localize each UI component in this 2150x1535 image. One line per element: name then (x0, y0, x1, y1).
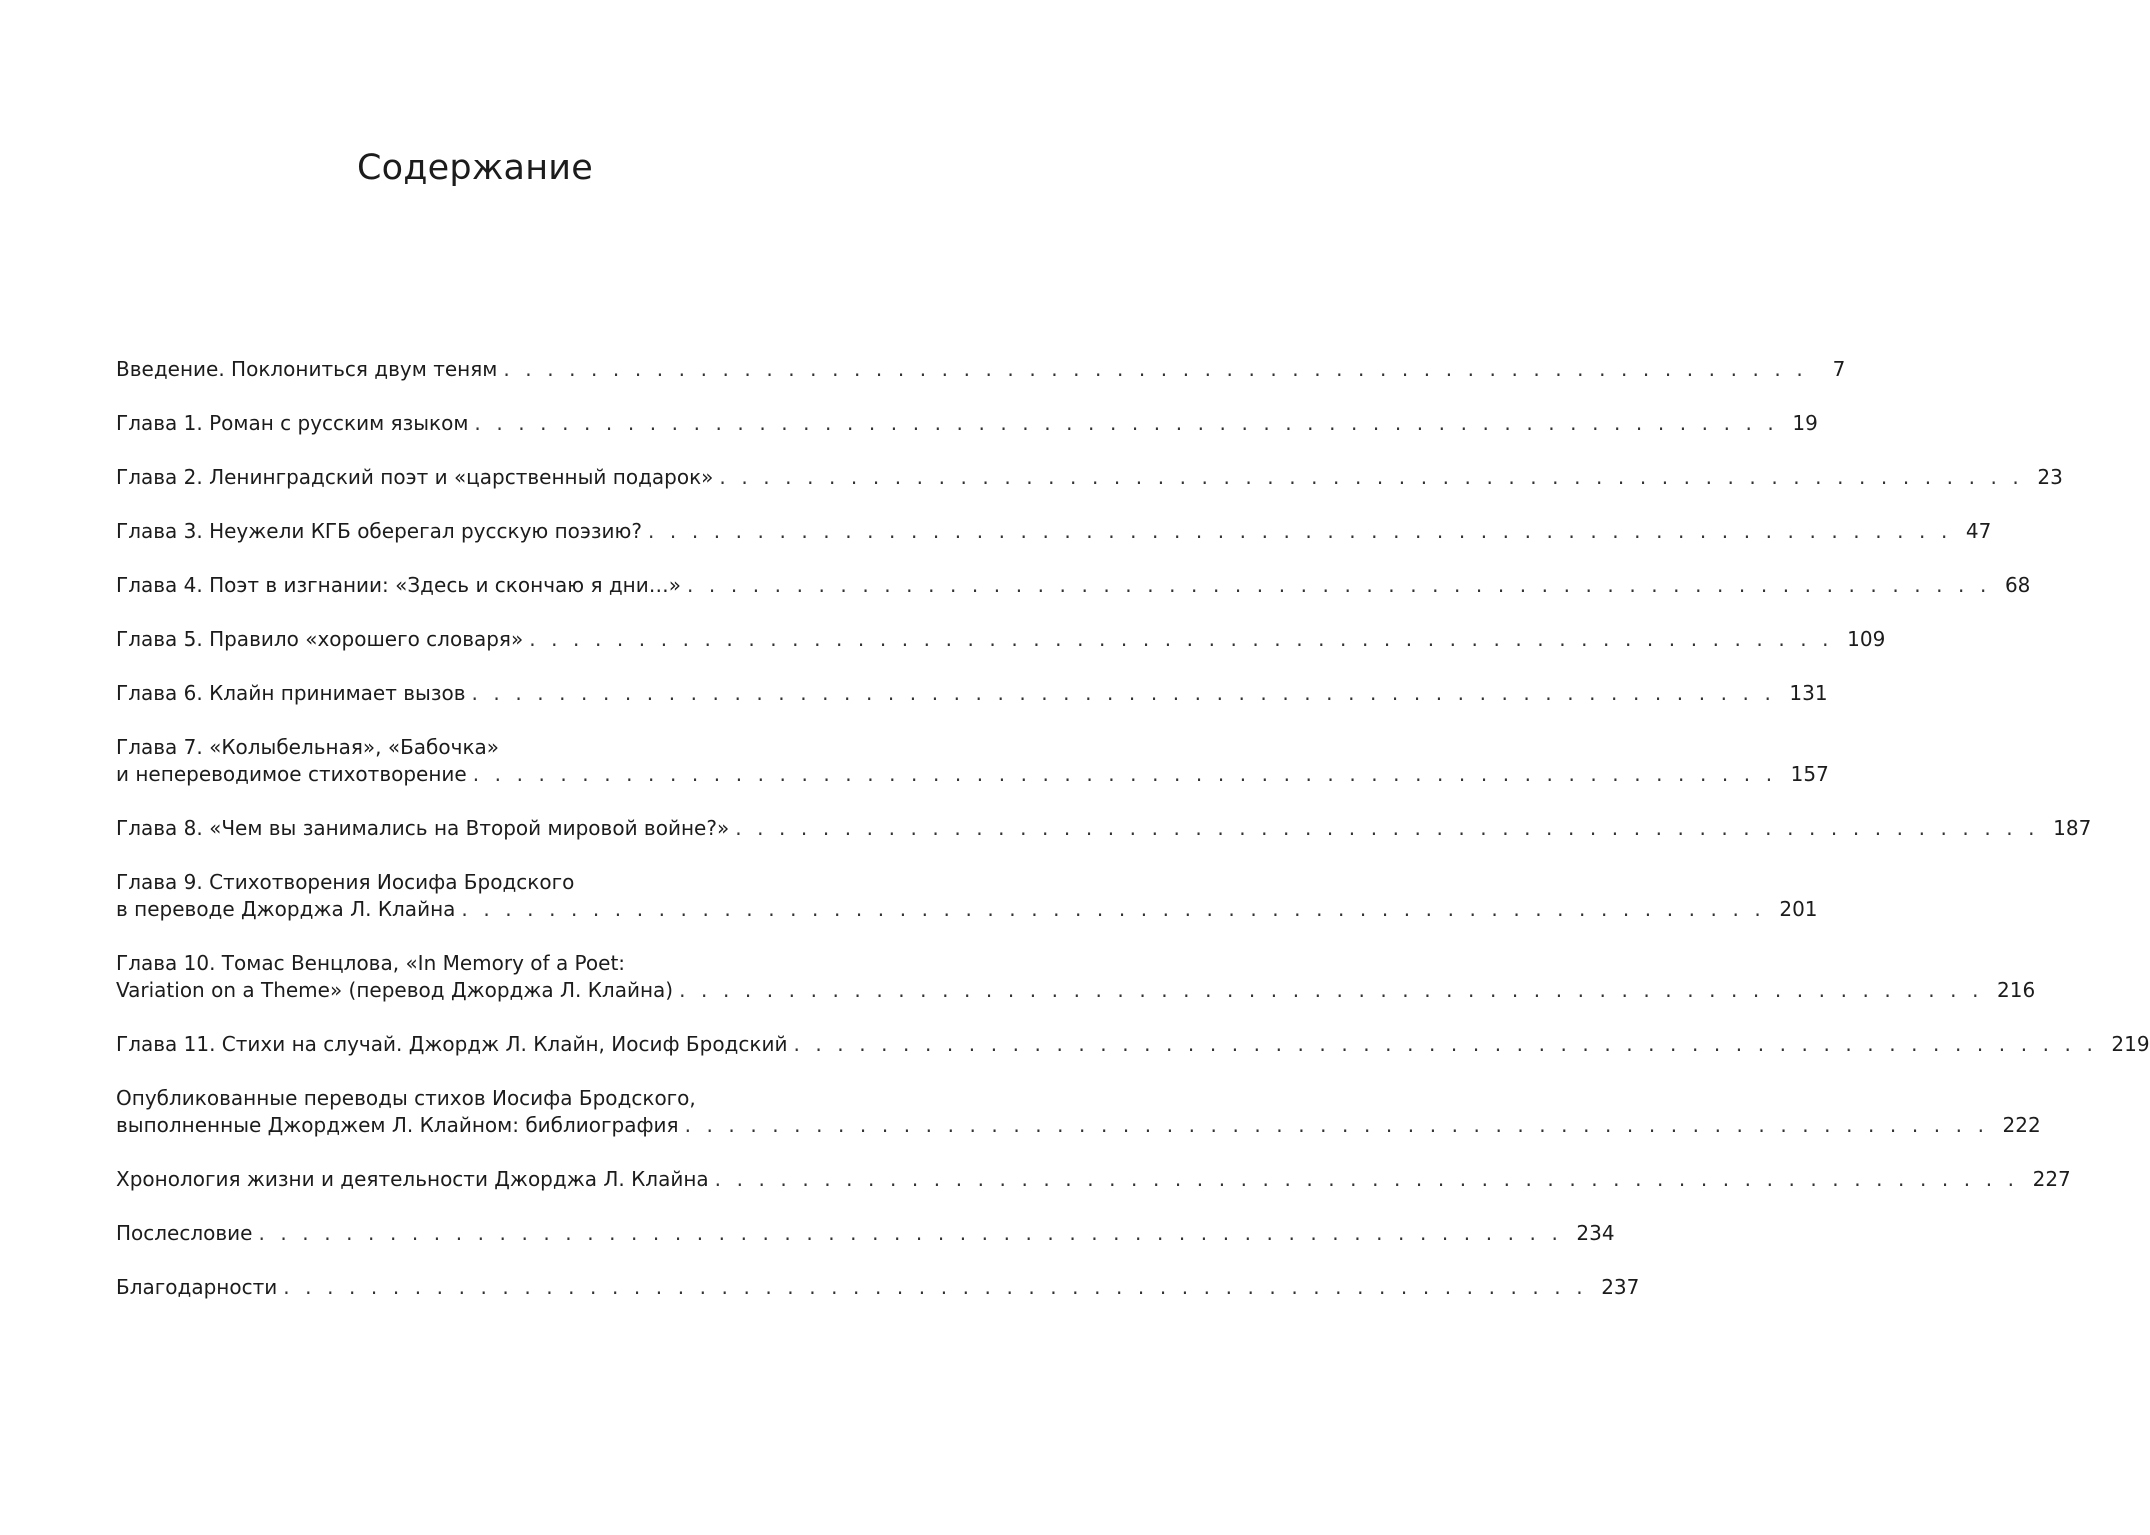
toc-page-number: 187 (2053, 816, 2092, 840)
dot-leader: . . . . . . . . . . . . . . . . . . . . . . . . . . . . . . . . . . . . . . . . . . . . . . . . . . . . . . . . . . . . (793, 1032, 2098, 1056)
dot-leader: . . . . . . . . . . . . . . . . . . . . . . . . . . . . . . . . . . . . . . . . . . . . . . . . . . . . . . . . . . . . (503, 357, 1808, 381)
dot-leader: . . . . . . . . . . . . . . . . . . . . . . . . . . . . . . . . . . . . . . . . . . . . . . . . . . . . . . . . . . . . (719, 465, 2024, 489)
toc-entry-row (116, 680, 1828, 707)
toc-entry-row (116, 1112, 2041, 1139)
dot-leader: . . . . . . . . . . . . . . . . . . . . . . . . . . . . . . . . . . . . . . . . . . . . . . . . . . . . . . . . . . . . (679, 978, 1984, 1002)
dot-leader: . . . . . . . . . . . . . . . . . . . . . . . . . . . . . . . . . . . . . . . . . . . . . . . . . . . . . . . . . . . . (474, 411, 1779, 435)
dot-leader: . . . . . . . . . . . . . . . . . . . . . . . . . . . . . . . . . . . . . . . . . . . . . . . . . . . . . . . . . . . . (461, 897, 1766, 921)
dot-leader: . . . . . . . . . . . . . . . . . . . . . . . . . . . . . . . . . . . . . . . . . . . . . . . . . . . . . . . . . . . . (687, 573, 1991, 597)
toc-entry-title: Глава 6. Клайн принимает вызов (116, 681, 466, 705)
toc-entry-row (116, 815, 2092, 842)
toc-entry-row (116, 464, 2063, 491)
toc-entry-row (116, 977, 2036, 1004)
toc-entry-row (116, 1274, 1640, 1301)
toc-entry-row (116, 518, 1992, 545)
dot-leader: . . . . . . . . . . . . . . . . . . . . . . . . . . . . . . . . . . . . . . . . . . . . . . . . . . . . . . . . . . . . (714, 1167, 2019, 1191)
toc-entry-row (116, 356, 1846, 383)
toc-entry-title: выполненные Джорджем Л. Клайном: библиография (116, 1113, 679, 1137)
dot-leader: . . . . . . . . . . . . . . . . . . . . . . . . . . . . . . . . . . . . . . . . . . . . . . . . . . . . . . . . . . . . (471, 681, 1776, 705)
toc-entry-title: в переводе Джорджа Л. Клайна (116, 897, 456, 921)
toc-entry-title: Глава 1. Роман с русским языком (116, 411, 469, 435)
toc-entry-title: Хронология жизни и деятельности Джорджа Л. Клайна (116, 1167, 709, 1191)
toc-entry[interactable] (116, 356, 1846, 383)
table-of-contents (116, 356, 2150, 1328)
toc-page-number: 157 (1790, 762, 1829, 786)
toc-entry-row (116, 761, 1829, 788)
toc-entry-title: Глава 4. Поэт в изгнании: «Здесь и скончаю я дни…» (116, 573, 681, 597)
toc-entry-title-line: Опубликованные переводы стихов Иосифа Бродского, (116, 1086, 696, 1110)
toc-page-number: 109 (1847, 627, 1886, 651)
toc-entry-title: Благодарности (116, 1275, 278, 1299)
toc-page-number: 216 (1997, 978, 2036, 1002)
toc-page-number: 201 (1779, 897, 1818, 921)
toc-page-number: 19 (1792, 411, 1818, 435)
toc-page-number: 23 (2037, 465, 2063, 489)
toc-entry-title: Глава 11. Стихи на случай. Джордж Л. Клайн, Иосиф Бродский (116, 1032, 788, 1056)
toc-entry[interactable] (116, 464, 2063, 491)
toc-entry[interactable] (116, 1085, 2041, 1139)
toc-entry[interactable] (116, 410, 1818, 437)
toc-entry-title-line: Глава 9. Стихотворения Иосифа Бродского (116, 870, 575, 894)
toc-page-number: 237 (1601, 1275, 1640, 1299)
page-title: Содержание (357, 148, 593, 188)
toc-entry-title: Глава 3. Неужели КГБ оберегал русскую поэзию? (116, 519, 642, 543)
dot-leader: . . . . . . . . . . . . . . . . . . . . . . . . . . . . . . . . . . . . . . . . . . . . . . . . . . . . . . . . . . . . (684, 1113, 1989, 1137)
toc-entry-row (116, 410, 1818, 437)
dot-leader: . . . . . . . . . . . . . . . . . . . . . . . . . . . . . . . . . . . . . . . . . . . . . . . . . . . . . . . . . . . . (258, 1221, 1563, 1245)
toc-entry-title: Послесловие (116, 1221, 253, 1245)
toc-entry[interactable] (116, 680, 1828, 707)
dot-leader: . . . . . . . . . . . . . . . . . . . . . . . . . . . . . . . . . . . . . . . . . . . . . . . . . . . . . . . . . . . . (283, 1275, 1588, 1299)
dot-leader: . . . . . . . . . . . . . . . . . . . . . . . . . . . . . . . . . . . . . . . . . . . . . . . . . . . . . . . . . . . . (647, 519, 1952, 543)
toc-entry[interactable] (116, 950, 2036, 1004)
toc-entry[interactable] (116, 572, 2031, 599)
toc-entry[interactable] (116, 518, 1992, 545)
toc-page-number: 7 (1832, 357, 1846, 381)
toc-entry-row (116, 572, 2031, 599)
toc-entry[interactable] (116, 1166, 2071, 1193)
toc-entry-title: Глава 2. Ленинградский поэт и «царственный подарок» (116, 465, 714, 489)
toc-entry-row (116, 1031, 2150, 1058)
toc-entry[interactable] (116, 626, 1886, 653)
toc-entry[interactable] (116, 1220, 1615, 1247)
toc-entry[interactable] (116, 1274, 1640, 1301)
toc-entry[interactable] (116, 869, 1818, 923)
toc-entry[interactable] (116, 815, 2092, 842)
toc-page-number: 227 (2032, 1167, 2071, 1191)
toc-page-number: 222 (2002, 1113, 2041, 1137)
toc-page-number: 68 (2004, 573, 2031, 597)
toc-entry-title: Введение. Поклониться двум теням (116, 357, 498, 381)
dot-leader: . . . . . . . . . . . . . . . . . . . . . . . . . . . . . . . . . . . . . . . . . . . . . . . . . . . . . . . . . . . . (472, 762, 1777, 786)
toc-entry-title: Глава 8. «Чем вы занимались на Второй мировой войне?» (116, 816, 730, 840)
toc-entry-title: Глава 5. Правило «хорошего словаря» (116, 627, 524, 651)
toc-entry-row (116, 896, 1818, 923)
toc-entry[interactable] (116, 1031, 2150, 1058)
toc-page-number: 234 (1576, 1221, 1615, 1245)
toc-entry-title-line: Глава 10. Томас Венцлова, «In Memory of a Poet: (116, 951, 626, 975)
toc-entry-title: и непереводимое стихотворение (116, 762, 467, 786)
toc-entry-row (116, 1220, 1615, 1247)
toc-entry-row (116, 626, 1886, 653)
dot-leader: . . . . . . . . . . . . . . . . . . . . . . . . . . . . . . . . . . . . . . . . . . . . . . . . . . . . . . . . . . . . (529, 627, 1834, 651)
dot-leader: . . . . . . . . . . . . . . . . . . . . . . . . . . . . . . . . . . . . . . . . . . . . . . . . . . . . . . . . . . . . (735, 816, 2040, 840)
toc-entry-row (116, 1166, 2071, 1193)
toc-entry-title: Variation on a Theme» (перевод Джорджа Л. Клайна) (116, 978, 674, 1002)
toc-page-number: 219 (2111, 1032, 2150, 1056)
toc-entry-title-line: Глава 7. «Колыбельная», «Бабочка» (116, 735, 500, 759)
toc-entry[interactable] (116, 734, 1829, 788)
toc-page-number: 131 (1789, 681, 1828, 705)
toc-page-number: 47 (1965, 519, 1992, 543)
